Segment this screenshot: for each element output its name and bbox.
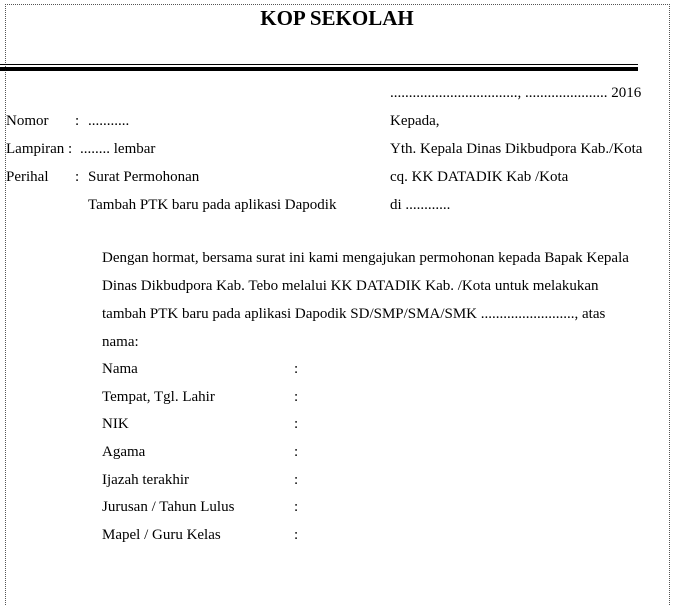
nomor-sep: : [75, 113, 80, 129]
nomor-label: Nomor [6, 113, 49, 129]
field-sep: : [294, 444, 299, 460]
field-label-nik: NIK [102, 416, 129, 432]
perihal-value-line2: Tambah PTK baru pada aplikasi Dapodik [88, 197, 337, 213]
field-label-jurusan: Jurusan / Tahun Lulus [102, 499, 235, 515]
lampiran-value: ........ lembar [80, 141, 156, 157]
field-label-nama: Nama [102, 361, 138, 377]
field-label-ijazah: Ijazah terakhir [102, 472, 190, 488]
body-line: Dinas Dikbudpora Kab. Tebo melalui KK DATADIK Kab. /Kota untuk melakukan [102, 278, 599, 294]
recipient-line: di ............ [390, 197, 451, 213]
recipient-line: Yth. Kepala Dinas Dikbudpora Kab./Kota [390, 141, 643, 157]
letterhead-thick-rule [0, 67, 638, 71]
field-label-ttl: Tempat, Tgl. Lahir [102, 389, 215, 405]
body-line: nama: [102, 334, 139, 350]
recipient-line: cq. KK DATADIK Kab /Kota [390, 169, 569, 185]
field-label-agama: Agama [102, 444, 146, 460]
letterhead-title: KOP SEKOLAH [260, 6, 414, 30]
field-sep: : [294, 389, 299, 405]
lampiran-sep: : [68, 141, 73, 157]
perihal-value: Surat Permohonan [88, 169, 200, 185]
field-sep: : [294, 416, 299, 432]
field-sep: : [294, 499, 299, 515]
field-sep: : [294, 472, 299, 488]
letter-date: .................................., ...................... 2016 [390, 85, 642, 101]
field-label-mapel: Mapel / Guru Kelas [102, 527, 221, 543]
perihal-label: Perihal [6, 169, 49, 185]
body-line: Dengan hormat, bersama surat ini kami mengajukan permohonan kepada Bapak Kepala [102, 250, 629, 266]
nomor-value: ........... [88, 113, 130, 129]
recipient-line: Kepada, [390, 113, 440, 129]
lampiran-label: Lampiran [6, 141, 65, 157]
body-line: tambah PTK baru pada aplikasi Dapodik SD/SMP/SMA/SMK ........................., atas [102, 306, 606, 322]
field-sep: : [294, 527, 299, 543]
perihal-sep: : [75, 169, 80, 185]
letterhead-thin-rule [0, 64, 638, 65]
field-sep: : [294, 361, 299, 377]
